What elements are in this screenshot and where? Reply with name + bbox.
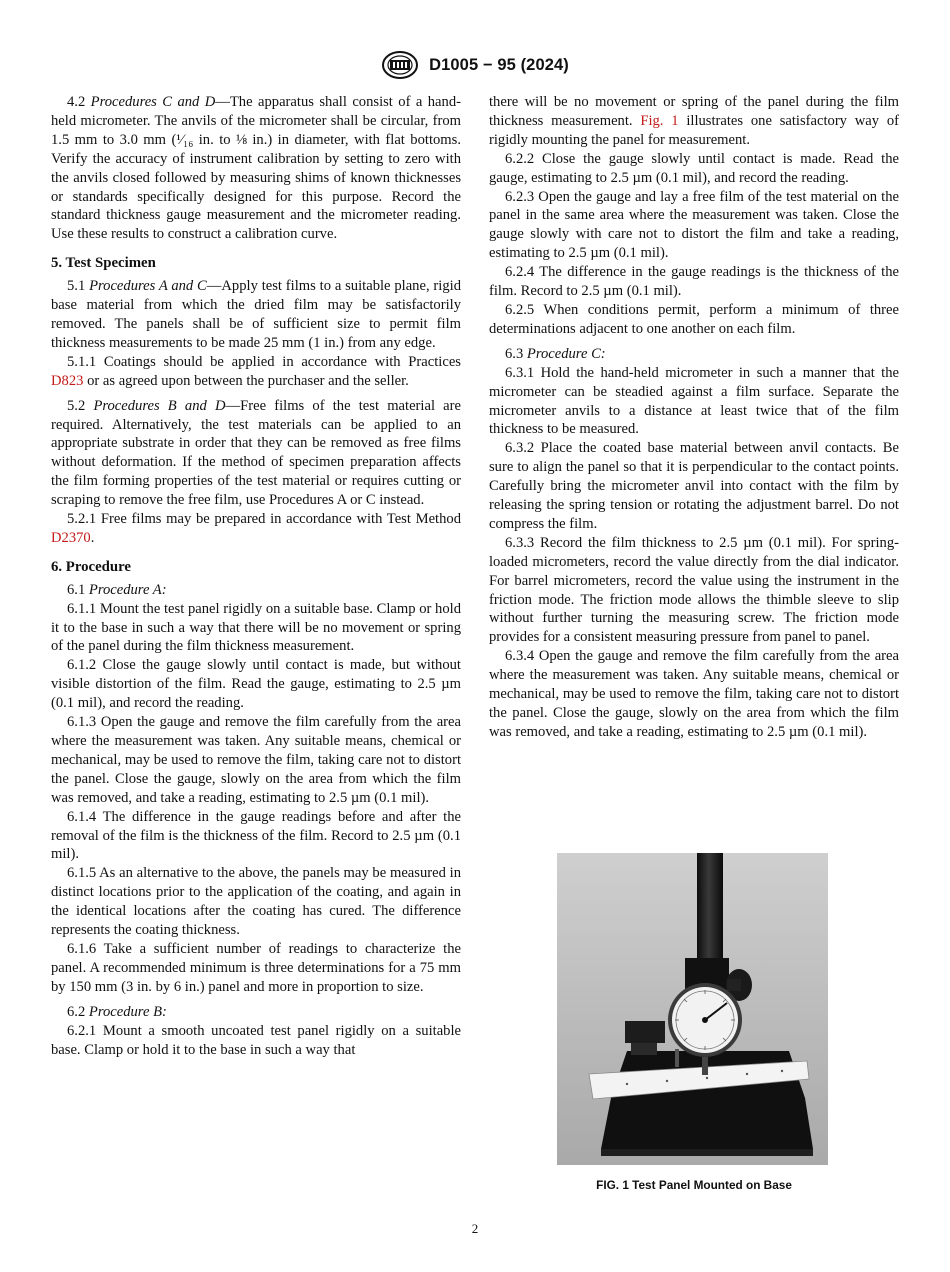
paragraph-6-1-3: 6.1.3 Open the gauge and remove the film carefully from the area where the measurement was taken. Any suitable means, chemical or mechanical, may be used to remove the film, taking care not to distort the panel. Close the gauge, slowly on the area from which the film was removed, and take a reading, estimating to 2.5 µm (0.1 mil). — [51, 714, 461, 806]
section-heading-6: 6. Procedure — [51, 558, 131, 575]
paragraph-6-3-4: 6.3.4 Open the gauge and remove the film carefully from the area where the measurement was taken. Any suitable means, chemical or mechanical, may be used to remove the film, taking care not to distort the panel. Close the gauge, slowly on the area from which the film was removed, and take a reading, estimating to 2.5 µm (0.1 mil). — [489, 648, 899, 740]
paragraph-6-1-1: 6.1.1 Mount the test panel rigidly on a suitable base. Clamp or hold it to the base in such a way that there will be no movement or spring of the panel during the film thickness measurement. — [51, 600, 461, 655]
gauge-photo-illustration — [557, 853, 828, 1165]
paragraph-6-1-2: 6.1.2 Close the gauge slowly until contact is made, but without visible distortion of the film. Read the gauge, estimating to 2.5 µm (0.1 mil), and record the reading. — [51, 657, 461, 712]
paragraph-5-2: 5.2 Procedures B and D—Free films of the test material are required. Alternatively, the test materials can be applied to an appropriate substrate in order that they can be removed as free films without deformation. If the method of specimen preparation affects the film forming properties of the test material or requires cutting or scraping to remove the free film, use Procedures A or C instead. — [51, 397, 461, 509]
paragraph-6-2: 6.2 Procedure B: — [67, 1003, 167, 1020]
document-designation: D1005 − 95 (2024) — [429, 55, 569, 74]
paragraph-6-3-3: 6.3.3 Record the film thickness to 2.5 µm (0.1 mil). For spring-loaded micrometers, record the value directly from the dial indicator. For barrel micrometers, record the value using the instrument in the friction mode. The friction mode allows the thimble sleeve to slip without further turning the measuring screw. The friction mode provides for a consistent measuring pressure from panel to panel. — [489, 534, 899, 646]
paragraph-6-1-6: 6.1.6 Take a sufficient number of readings to characterize the panel. A recommended minimum is three determinations for a 75 mm by 150 mm (3 in. by 6 in.) panel and more in proportion to size. — [51, 940, 461, 995]
left-column — [51, 93, 461, 1059]
paragraph-6-2-1-continued: there will be no movement or spring of the panel during the film thickness measurement. Fig. 1 illustrates one satisfactory way of rigidly mounting the panel for measurement. — [489, 94, 900, 148]
ref-d2370-link[interactable]: D2370 — [51, 529, 91, 546]
paragraph-5-1-1: 5.1.1 Coatings should be applied in accordance with Practices D823 or as agreed upon between the purchaser and the seller. — [51, 353, 461, 389]
section-heading-5: 5. Test Specimen — [51, 255, 156, 272]
paragraph-4-2: 4.2 Procedures C and D—The apparatus shall consist of a hand-held micrometer. The anvils of the micrometer shall be circular, from 1.5 mm to 3.0 mm (¹⁄₁₆ in. to ⅛ in.) in diameter, with flat bottoms. Verify the accuracy of instrument calibration by setting to zero with the anvils closed followed by measuring shims of known thicknesses or standards specifically designed for this purpose. Record the standard thickness gauge measurement and the micrometer reading. Use these results to construct a calibration curve. — [51, 94, 461, 243]
figure-1-caption: FIG. 1 Test Panel Mounted on Base — [596, 1178, 792, 1192]
paragraph-6-3-2: 6.3.2 Place the coated base material between anvil contacts. Be sure to align the panel so that it is perpendicular to the contact points. Carefully bring the micrometer anvil into contact with the film by releasing the spring tension or rotating the adjustment barrel. Do not compress the film. — [489, 440, 899, 532]
paragraph-6-1-4: 6.1.4 The difference in the gauge readings before and after the removal of the film is the thickness of the film. Record to 2.5 µm (0.1 mil). — [51, 808, 461, 863]
page-number: 2 — [471, 1221, 479, 1236]
paragraph-6-3-1: 6.3.1 Hold the hand-held micrometer in such a manner that the micrometer can be steadied against a film surface. Separate the micrometer anvils to a distance at least twice that of the film thickness to be measured. — [489, 364, 899, 438]
paragraph-5-2-1: 5.2.1 Free films may be prepared in accordance with Test Method D2370. — [51, 511, 461, 546]
paragraph-6-2-5: 6.2.5 When conditions permit, perform a minimum of three determinations adjacent to one another on each film. — [489, 301, 899, 337]
paragraph-6-2-4: 6.2.4 The difference in the gauge readings is the thickness of the film. Record to 2.5 µm (0.1 mil). — [489, 264, 899, 300]
right-column — [489, 93, 899, 742]
paragraph-6-2-2: 6.2.2 Close the gauge slowly until contact is made. Read the gauge, estimating to 2.5 µm (0.1 mil), and record the reading. — [489, 150, 899, 186]
paragraph-6-2-1: 6.2.1 Mount a smooth uncoated test panel rigidly on a suitable base. Clamp or hold it to the base in such a way that — [51, 1022, 461, 1058]
page-header — [0, 50, 950, 80]
figure-1-photo — [557, 853, 828, 1165]
paragraph-6-1-5: 6.1.5 As an alternative to the above, the panels may be measured in distinct locations prior to the application of the coating, and again in the identical locations after the coating has cured. The difference represents the coating thickness. — [51, 865, 461, 939]
ref-fig-1-link[interactable]: Fig. 1 — [640, 112, 679, 129]
paragraph-5-1: 5.1 Procedures A and C—Apply test films to a suitable plane, rigid base material from which the dried film may be satisfactorily removed. The panels shall be of sufficient size to permit film thickness measurements to be made 25 mm (1 in.) from any edge. — [51, 278, 461, 351]
paragraph-6-2-3: 6.2.3 Open the gauge and lay a free film of the test material on the panel in the same area where the measurement was taken. Close the gauge slowly with care not to distort the film and take a reading, estimating to 2.5 µm (0.1 mil). — [489, 188, 899, 262]
paragraph-6-1: 6.1 Procedure A: — [67, 581, 167, 598]
paragraph-6-3: 6.3 Procedure C: — [505, 345, 606, 362]
astm-logo-icon — [381, 50, 419, 80]
ref-d823-link[interactable]: D823 — [51, 372, 84, 389]
